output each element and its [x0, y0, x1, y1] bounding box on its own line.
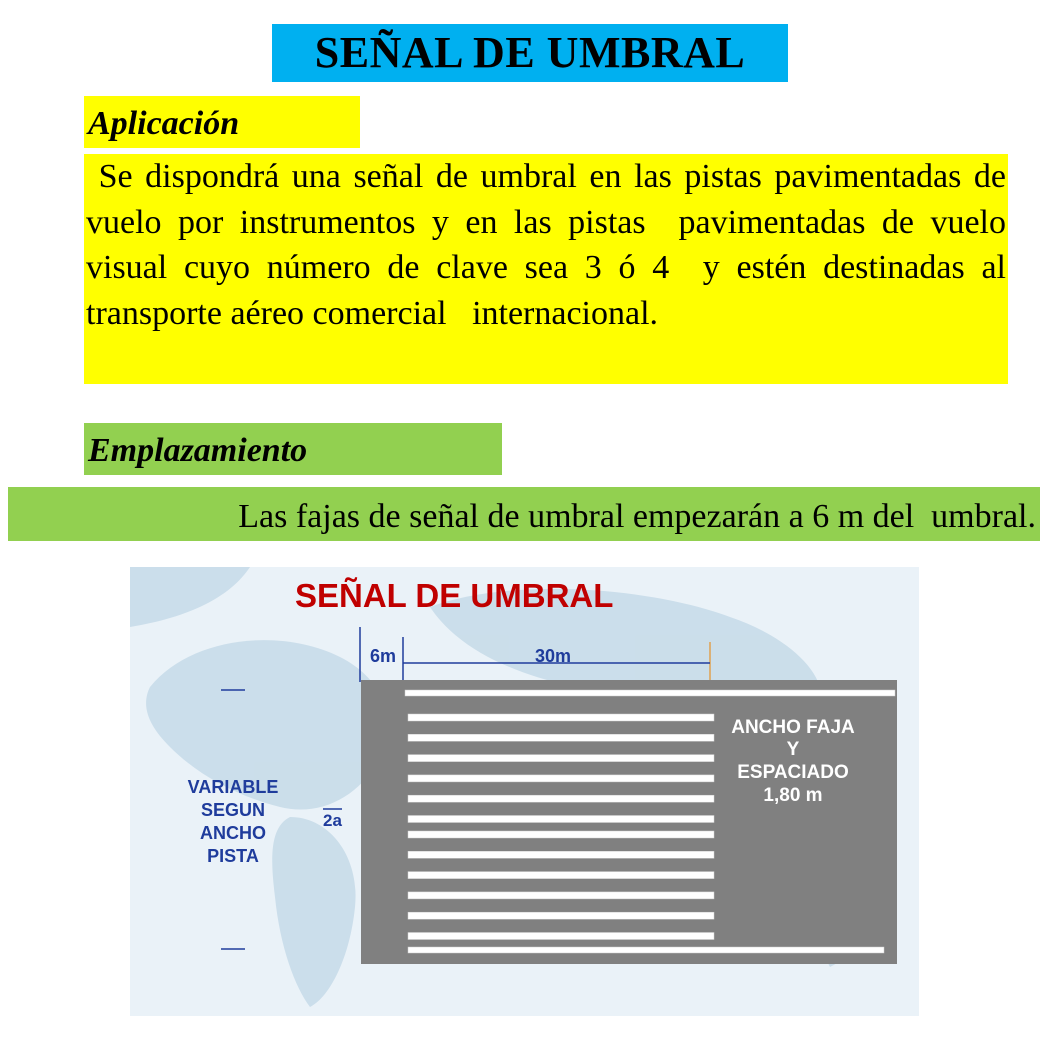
threshold-stripe [408, 795, 714, 802]
stripe-note-line-3: ESPACIADO [737, 762, 849, 783]
location-text: Las fajas de señal de umbral empezarán a 6 m del umbral. [8, 487, 1040, 541]
threshold-stripe [408, 851, 714, 858]
stripe-note-line-2: Y [786, 739, 800, 760]
threshold-stripe [408, 755, 714, 762]
application-heading: Aplicación [84, 96, 360, 148]
threshold-stripe [408, 912, 714, 919]
dim-label-2a: 2a [323, 811, 342, 830]
dim-label-6m: 6m [370, 646, 397, 666]
side-label-line-3: ANCHO [200, 823, 266, 843]
location-heading: Emplazamiento [84, 423, 502, 475]
diagram-title: SEÑAL DE UMBRAL [295, 577, 614, 614]
threshold-stripe [408, 734, 714, 741]
threshold-marking-diagram [130, 567, 919, 1016]
threshold-stripe [408, 872, 714, 879]
threshold-stripe [408, 714, 714, 721]
threshold-stripe [408, 775, 714, 782]
runway-edge-top [405, 690, 895, 696]
threshold-stripe [408, 816, 714, 823]
threshold-stripe [408, 831, 714, 838]
side-label-line-1: VARIABLE [187, 777, 279, 797]
dim-label-30m: 30m [535, 646, 572, 666]
runway-edge-bottom [408, 947, 884, 953]
page-title: SEÑAL DE UMBRAL [272, 24, 788, 82]
side-label-line-2: SEGUN [200, 800, 266, 820]
application-text: Se dispondrá una señal de umbral en las pistas pavimentadas de vuelo por instrumentos y en las pistas pavimentadas de vuelo visual cuyo número de clave sea 3 ó 4 y estén destinadas al transporte aéreo comercial internacional. [84, 154, 1008, 384]
stripe-note-line-1: ANCHO FAJA [731, 717, 855, 738]
stripe-note-line-4: 1,80 m [763, 785, 823, 806]
threshold-stripe [408, 933, 714, 940]
threshold-stripe [408, 892, 714, 899]
side-label-line-4: PISTA [207, 846, 259, 866]
